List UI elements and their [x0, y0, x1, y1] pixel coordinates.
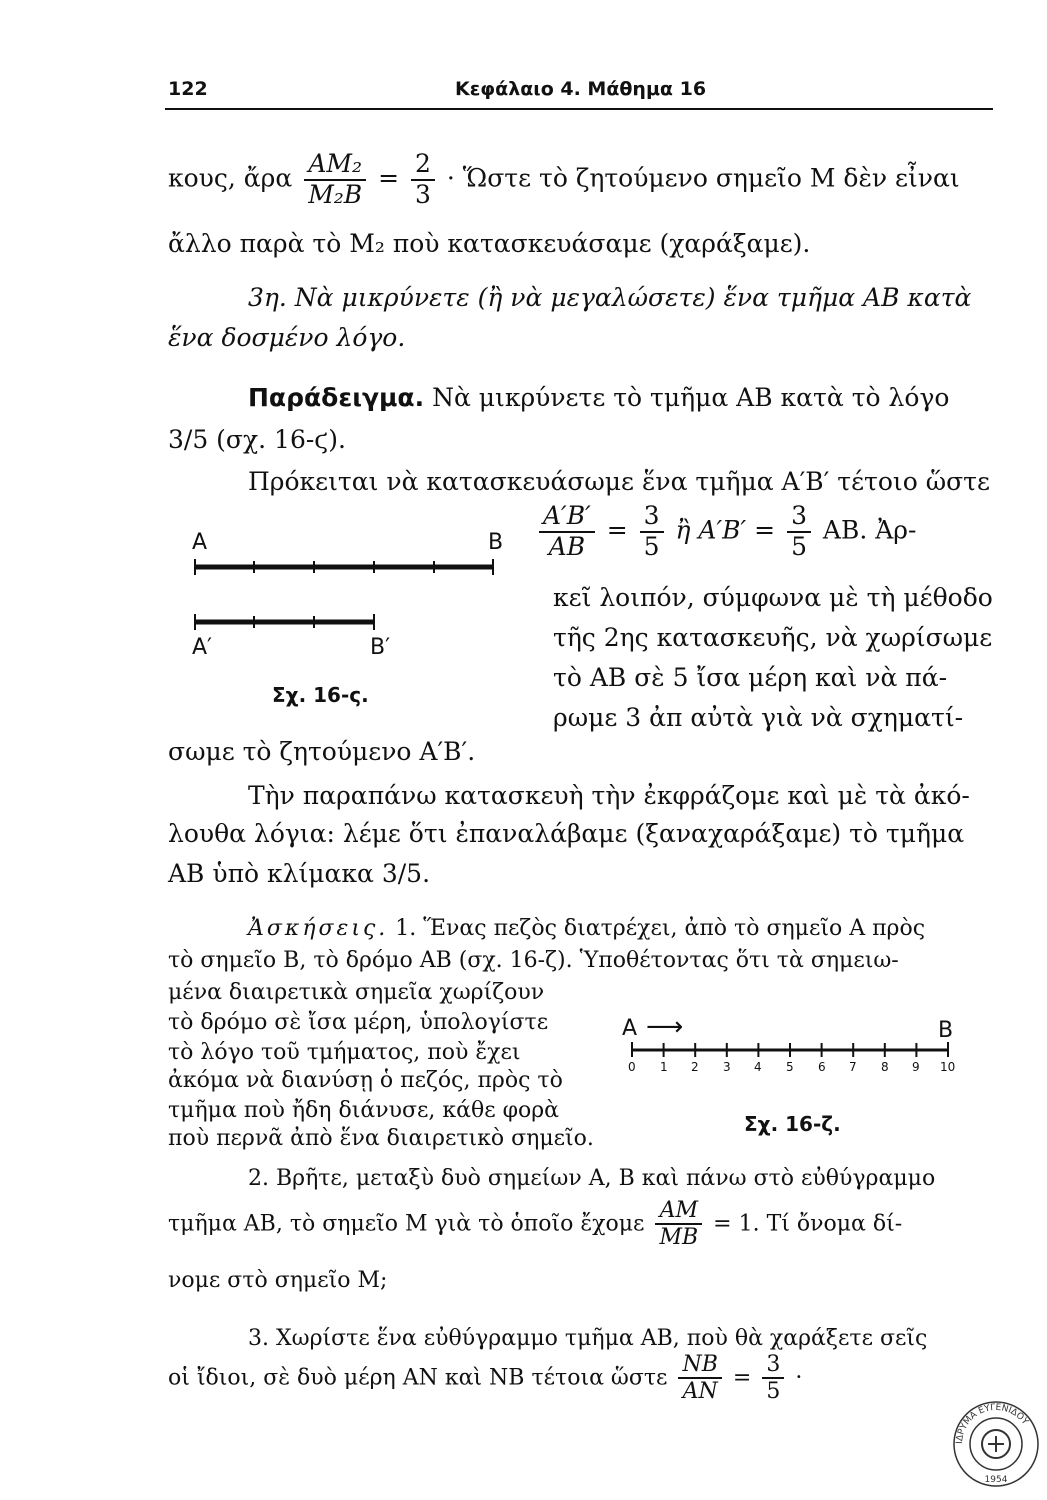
fraction-numerator: 3: [787, 502, 811, 533]
example-text: Νὰ μικρύνετε τὸ τμῆμα AB κατὰ τὸ λόγο: [432, 383, 950, 412]
tick-label: 6: [818, 1060, 826, 1074]
fraction-3-5: [640, 502, 664, 562]
example-label: Παράδειγμα.: [248, 383, 425, 412]
fraction-nb-an: [678, 1352, 721, 1405]
after-figure-line: σωμε τὸ ζητούμενο A′B′.: [168, 737, 476, 766]
fraction-3-5-second: [787, 502, 811, 562]
right-col-line-2: τῆς 2ης κατασκευῆς, νὰ χωρίσωμε: [553, 623, 993, 652]
fraction-denominator: 3: [415, 179, 431, 209]
ratio-equation: [535, 502, 916, 562]
fraction-denominator: 5: [643, 531, 660, 561]
exercise3-line-2: [168, 1352, 802, 1405]
fraction-numerator: 3: [640, 502, 664, 533]
fig16s-segment-ab: [190, 557, 510, 577]
fraction-numerator: 3: [762, 1352, 784, 1379]
exercise1-text: 1. Ἕνας πεζὸς διατρέχει, ἀπὸ τὸ σημεῖο A πρὸς: [395, 916, 926, 941]
library-stamp: [952, 1400, 1040, 1488]
line1-post: · Ὥστε τὸ ζητούμενο σημεῖο M δὲν εἶναι: [446, 163, 960, 193]
right-col-line-4: ρωμε 3 ἀπ αὐτὰ γιὰ νὰ σχηματί-: [553, 703, 964, 732]
exercises-heading: Ἀσκήσεις.: [248, 916, 389, 941]
figure-16s: [190, 525, 520, 710]
equation-post: AB. Ἀρ-: [822, 515, 917, 545]
page-number: 122: [168, 78, 208, 100]
example-line-1: [248, 382, 949, 414]
tick-label: 9: [912, 1060, 920, 1074]
body-line-1: [168, 150, 960, 210]
fraction-3-5-ex3: [762, 1352, 784, 1405]
fig16s-label-a: A: [192, 530, 208, 555]
tick-label: 7: [849, 1060, 857, 1074]
exercise2-pre: τμῆμα AB, τὸ σημεῖο M γιὰ τὸ ὁποῖο ἔχομε: [168, 1211, 645, 1237]
fraction-numerator: AM₂: [304, 150, 366, 181]
exercise3-post: ·: [795, 1365, 803, 1391]
fraction-numerator: A′B′: [539, 502, 595, 533]
fig16s-label-a-prime: A′: [192, 635, 213, 660]
exercise3-line-1: 3. Χωρίστε ἕνα εὐθύγραμμο τμῆμα AB, ποὺ θὰ χαράξετε σεῖς: [248, 1326, 928, 1351]
tick-label: 5: [786, 1060, 794, 1074]
fraction-numerator: 2: [411, 150, 435, 181]
equals-sign: =: [378, 163, 400, 193]
example-line-2: 3/5 (σχ. 16-ϛ).: [168, 425, 347, 454]
fraction-numerator: AM: [655, 1198, 702, 1225]
fraction-2-3: [411, 150, 435, 210]
exercise1-line-1: [248, 916, 925, 941]
fraction-denominator: MB: [659, 1225, 699, 1251]
right-col-line-1: κεῖ λοιπόν, σύμφωνα μὲ τὴ μέθοδο: [553, 583, 993, 612]
fraction-apbp-ab: [539, 502, 595, 562]
exercise1-left-6: ποὺ περνᾶ ἀπὸ ἕνα διαιρετικὸ σημεῖο.: [168, 1126, 594, 1151]
para2-line-2: λουθα λόγια: λέμε ὅτι ἐπαναλάβαμε (ξαναχαράξαμε) τὸ τμῆμα: [168, 819, 965, 848]
exercise3-pre: οἱ ἴδιοι, σὲ δυὸ μέρη AN καὶ NB τέτοια ὥστε: [168, 1365, 668, 1391]
exercise1-left-1: μένα διαιρετικὰ σημεῖα χωρίζουν: [168, 980, 545, 1005]
fraction-denominator: M₂B: [308, 179, 363, 209]
fraction-denominator: AN: [682, 1379, 718, 1405]
exercise2-line-3: νομε στὸ σημεῖο M;: [168, 1268, 388, 1293]
exercise1-left-2: τὸ δρόμο σὲ ἴσα μέρη, ὑπολογίστε: [168, 1010, 549, 1035]
tick-label: 1: [660, 1060, 668, 1074]
fraction-denominator: 5: [766, 1379, 781, 1405]
fig16z-caption: Σχ. 16-ζ.: [744, 1112, 841, 1136]
figure-16z: [620, 1012, 970, 1152]
fig16z-label-b: B: [938, 1018, 954, 1043]
fig16z-arrow: ⟶: [646, 1012, 684, 1042]
fig16s-label-b-prime: B′: [370, 635, 391, 660]
equation-middle: ἢ A′B′ =: [675, 515, 776, 545]
para2-line-1: Τὴν παραπάνω κατασκευὴ τὴν ἐκφράζομε καὶ μὲ τὰ ἀκό-: [248, 781, 970, 810]
exercise2-post: = 1. Τί ὄνομα δί-: [713, 1211, 903, 1237]
equals-sign: =: [606, 515, 628, 545]
exercise1-line-2: τὸ σημεῖο B, τὸ δρόμο AB (σχ. 16-ζ). Ὑποθέτοντας ὅτι τὰ σημειω-: [168, 948, 899, 973]
fraction-denominator: 5: [791, 531, 807, 561]
body-line-2: ἄλλο παρὰ τὸ M₂ ποὺ κατασκευάσαμε (χαράξαμε).: [168, 229, 811, 258]
para2-line-3: AB ὑπὸ κλίμακα 3/5.: [168, 859, 431, 888]
fraction-numerator: NB: [678, 1352, 721, 1379]
fraction-am-mb: [655, 1198, 702, 1251]
task3-line-2: ἕνα δοσμένο λόγο.: [168, 323, 406, 352]
line1-pre: κους, ἄρα: [168, 163, 293, 193]
equals-sign: =: [732, 1365, 752, 1391]
exercise1-left-5: τμῆμα ποὺ ἤδη διάνυσε, κάθε φορὰ: [168, 1098, 560, 1123]
tick-label: 2: [691, 1060, 699, 1074]
running-title: Κεφάλαιο 4. Μάθημα 16: [455, 78, 707, 100]
fig16s-segment-apbp: [190, 612, 390, 632]
task3-line-1: 3η. Νὰ μικρύνετε (ἢ νὰ μεγαλώσετε) ἕνα τμῆμα AB κατὰ: [248, 283, 972, 312]
exercise1-left-3: τὸ λόγο τοῦ τμήματος, ποὺ ἔχει: [168, 1040, 521, 1065]
exercise1-left-4: ἀκόμα νὰ διανύσῃ ὁ πεζός, πρὸς τὸ: [168, 1068, 563, 1093]
tick-label: 3: [723, 1060, 731, 1074]
fig16s-caption: Σχ. 16-ς.: [272, 683, 369, 707]
tick-label: 4: [754, 1060, 762, 1074]
fig16s-label-b: B: [488, 530, 504, 555]
fig16z-road: [620, 1040, 960, 1060]
fraction-am2-m2b: [304, 150, 366, 210]
fraction-denominator: AB: [548, 531, 586, 561]
tick-label: 0: [628, 1060, 636, 1074]
fig16z-label-a: A: [622, 1016, 638, 1041]
right-col-line-3: τὸ AB σὲ 5 ἴσα μέρη καὶ νὰ πά-: [553, 663, 948, 692]
stamp-cross-icon: [988, 1436, 1004, 1452]
tick-label: 8: [881, 1060, 889, 1074]
stamp-year: 1954: [984, 1475, 1008, 1485]
exercise2-line-1: 2. Βρῆτε, μεταξὺ δυὸ σημείων A, B καὶ πάνω στὸ εὐθύγραμμο: [248, 1166, 936, 1191]
procedure-line-1: Πρόκειται νὰ κατασκευάσωμε ἕνα τμῆμα A′B′ τέτοιο ὥστε: [248, 467, 990, 496]
header-rule: [165, 108, 993, 110]
stamp-ring-textpath: ΙΔΡΥΜΑ ΕΥΓΕΝΙΔΟΥ: [954, 1402, 1030, 1445]
tick-label: 10: [940, 1060, 956, 1074]
exercise2-line-2: [168, 1198, 902, 1251]
